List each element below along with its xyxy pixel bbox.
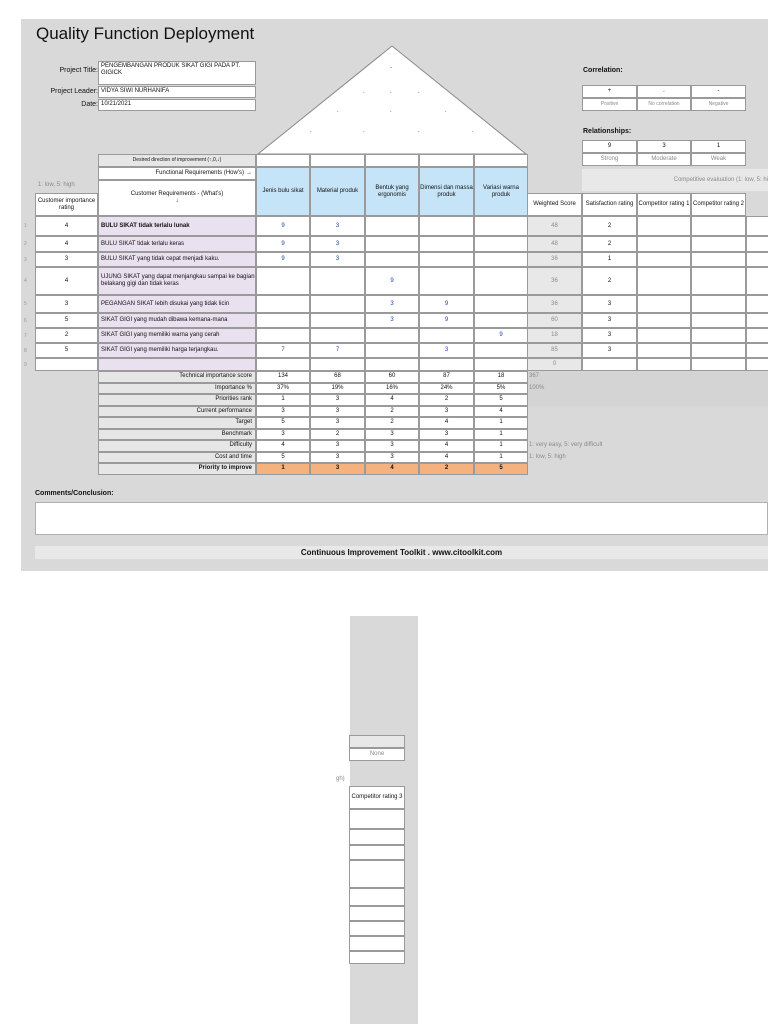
- comments-label: Comments/Conclusion:: [35, 490, 114, 497]
- assessment-row-label: Target: [98, 417, 256, 429]
- functional-requirements-label: [98, 167, 256, 180]
- assessment-cell[interactable]: 5: [256, 417, 310, 429]
- assessment-extra: 367: [529, 373, 540, 379]
- assessment-cell[interactable]: 2: [365, 406, 419, 418]
- satisfaction-cell[interactable]: [582, 358, 637, 371]
- relationship-cell[interactable]: 3: [310, 252, 365, 267]
- satisfaction-cell[interactable]: 3: [582, 313, 637, 328]
- roof-correlation-mark[interactable]: .: [363, 128, 365, 134]
- relationship-cell[interactable]: [419, 328, 474, 343]
- competitor-3-cell-partial[interactable]: [746, 295, 768, 313]
- relationship-cell[interactable]: [365, 236, 419, 252]
- scale-note-tail: gh): [336, 776, 345, 782]
- relationship-cell[interactable]: 9: [365, 267, 419, 295]
- relationship-cell[interactable]: 9: [256, 252, 310, 267]
- relationship-cell[interactable]: [474, 252, 528, 267]
- row-number: 7: [24, 332, 27, 339]
- assessment-cell[interactable]: 60: [365, 371, 419, 383]
- assessment-cell[interactable]: 3: [365, 440, 419, 452]
- competitive-header: Competitor rating 2: [691, 193, 746, 216]
- footer-credit: Continuous Improvement Toolkit . www.citoolkit.com: [35, 546, 768, 559]
- assessment-cell[interactable]: 37%: [256, 383, 310, 395]
- how-header: Dimensi dan massa produk: [419, 167, 474, 216]
- competitor-1-cell[interactable]: [637, 252, 691, 267]
- weighted-score-cell: 36: [527, 252, 582, 267]
- assessment-cell[interactable]: 3: [310, 440, 365, 452]
- customer-requirement-cell[interactable]: [98, 358, 256, 371]
- row-number: 1: [24, 223, 27, 229]
- row-number: 6: [24, 317, 27, 324]
- assessment-row-label: Cost and time: [98, 452, 256, 464]
- importance-cell[interactable]: 2: [35, 328, 98, 343]
- assessment-row-label: Technical importance score: [98, 371, 256, 383]
- how-header: Variasi warna produk: [474, 167, 528, 216]
- row-number: 2: [24, 241, 27, 247]
- customer-requirements-label: [98, 180, 256, 216]
- customer-requirement-cell[interactable]: PEGANGAN SIKAT lebih disukai yang tidak licin: [98, 295, 256, 313]
- customer-requirement-cell[interactable]: BULU SIKAT tidak terlalu lunak: [98, 216, 256, 236]
- importance-cell[interactable]: 4: [35, 236, 98, 252]
- correlation-symbol: -: [691, 85, 746, 98]
- competitor-3-cell[interactable]: [349, 936, 405, 951]
- direction-cell[interactable]: [256, 154, 310, 167]
- weighted-score-header: Weighted Score: [527, 193, 582, 216]
- roof-correlation-mark[interactable]: .: [363, 89, 365, 95]
- customer-requirement-cell[interactable]: UJUNG SIKAT yang dapat menjangkau sampai ke bagian belakang gigi dan tidak keras: [98, 267, 256, 295]
- relationship-cell[interactable]: [365, 343, 419, 358]
- satisfaction-cell[interactable]: 3: [582, 295, 637, 313]
- relationship-cell[interactable]: 3: [365, 295, 419, 313]
- assessment-cell[interactable]: 5: [474, 394, 528, 406]
- satisfaction-cell[interactable]: 3: [582, 343, 637, 358]
- assessment-row-label: Priorities rank: [98, 394, 256, 406]
- relationship-label: Moderate: [637, 153, 691, 166]
- competitor-1-cell[interactable]: [637, 358, 691, 371]
- assessment-cell[interactable]: 1: [474, 429, 528, 441]
- correlation-none-label: None: [349, 748, 405, 761]
- assessment-extra: 1: low, 5: high: [529, 453, 566, 460]
- competitor-1-cell[interactable]: [637, 343, 691, 358]
- competitor-3-cell-partial[interactable]: [746, 216, 768, 236]
- correlation-symbol-label: Negative: [691, 98, 746, 111]
- assessment-cell[interactable]: 1: [256, 463, 310, 475]
- competitor-2-cell[interactable]: [691, 343, 746, 358]
- relationship-cell[interactable]: 9: [419, 295, 474, 313]
- competitor-2-cell[interactable]: [691, 252, 746, 267]
- relationship-cell[interactable]: 9: [419, 313, 474, 328]
- assessment-cell[interactable]: 134: [256, 371, 310, 383]
- competitor-2-cell[interactable]: [691, 313, 746, 328]
- weighted-score-cell: 48: [527, 236, 582, 252]
- customer-requirement-cell[interactable]: SIKAT GIGI yang memiliki warna yang cerah: [98, 328, 256, 343]
- weighted-score-cell: 0: [527, 358, 582, 371]
- project-title-label: Project Title:: [59, 67, 98, 74]
- competitor-1-cell[interactable]: [637, 328, 691, 343]
- competitor-2-cell[interactable]: [691, 267, 746, 295]
- project-title-field[interactable]: PENGEMBANGAN PRODUK SIKAT GIGI PADA PT. GIGICK: [98, 61, 256, 85]
- assessment-extra: 1: very easy, 5: very difficult: [529, 442, 603, 448]
- competitive-header: Competitor rating 1: [637, 193, 691, 216]
- date-label: Date:: [81, 101, 98, 108]
- assessment-cell[interactable]: 3: [310, 463, 365, 475]
- competitor-1-cell[interactable]: [637, 236, 691, 252]
- relationship-cell[interactable]: [474, 313, 528, 328]
- row-number: 8: [24, 347, 27, 354]
- relationship-cell[interactable]: [256, 328, 310, 343]
- relationship-cell[interactable]: [474, 358, 528, 371]
- importance-cell[interactable]: 4: [35, 267, 98, 295]
- importance-cell[interactable]: 4: [35, 216, 98, 236]
- how-header: Bentuk yang ergonomis: [365, 167, 419, 216]
- relationship-cell[interactable]: [474, 295, 528, 313]
- competitive-evaluation-label: Competitive evaluation (1: low, 5: hi: [582, 169, 768, 191]
- relationship-cell[interactable]: [310, 313, 365, 328]
- assessment-row-label: Importance %: [98, 383, 256, 395]
- relationship-cell[interactable]: [256, 313, 310, 328]
- weighted-score-cell: 36: [527, 295, 582, 313]
- competitor-3-cell[interactable]: [349, 845, 405, 860]
- assessment-cell[interactable]: 4: [419, 417, 474, 429]
- relationship-cell[interactable]: [419, 252, 474, 267]
- relationship-cell[interactable]: [365, 358, 419, 371]
- assessment-row-label: Difficulty: [98, 440, 256, 452]
- page-title: Quality Function Deployment: [36, 24, 255, 43]
- competitor-2-cell[interactable]: [691, 358, 746, 371]
- assessment-cell[interactable]: 5%: [474, 383, 528, 395]
- project-leader-label: Project Leader:: [50, 88, 98, 95]
- assessment-cell[interactable]: 1: [474, 452, 528, 464]
- assessment-cell[interactable]: 3: [310, 406, 365, 418]
- roof-correlation-mark[interactable]: .: [310, 128, 312, 134]
- weighted-score-cell: 85: [527, 343, 582, 358]
- correlation-heading: Correlation:: [583, 67, 623, 74]
- row-number: 4: [24, 278, 27, 284]
- assessment-extra: 100%: [529, 384, 545, 391]
- satisfaction-cell[interactable]: 2: [582, 267, 637, 295]
- assessment-cell[interactable]: 3: [365, 452, 419, 464]
- importance-cell[interactable]: [35, 358, 98, 371]
- assessment-cell[interactable]: 19%: [310, 383, 365, 395]
- relationship-cell[interactable]: 3: [365, 313, 419, 328]
- assessment-cell[interactable]: 68: [310, 371, 365, 383]
- direction-cell[interactable]: [310, 154, 365, 167]
- assessment-cell[interactable]: 4: [365, 394, 419, 406]
- relationship-cell[interactable]: 9: [474, 328, 528, 343]
- competitor-3-cell-partial[interactable]: [746, 252, 768, 267]
- assessment-cell[interactable]: 16%: [365, 383, 419, 395]
- relationship-cell[interactable]: [474, 267, 528, 295]
- assessment-cell[interactable]: 24%: [419, 383, 474, 395]
- relationship-label: Strong: [582, 153, 637, 166]
- relationship-cell[interactable]: [310, 328, 365, 343]
- direction-cell[interactable]: [365, 154, 419, 167]
- competitor-3-cell[interactable]: [349, 951, 405, 964]
- project-leader-field[interactable]: VIDYA SIWI NURHANIFA: [98, 86, 256, 98]
- relationship-cell[interactable]: [365, 328, 419, 343]
- how-header: Jenis bulu sikat: [256, 167, 310, 216]
- weighted-score-cell: 18: [527, 328, 582, 343]
- correlation-symbol: .: [637, 85, 691, 98]
- weighted-score-cell: 60: [527, 313, 582, 328]
- assessment-cell[interactable]: 3: [310, 394, 365, 406]
- assessment-cell[interactable]: 2: [419, 463, 474, 475]
- assessment-cell[interactable]: 4: [365, 463, 419, 475]
- row-number: 3: [24, 256, 27, 263]
- how-header: Material produk: [310, 167, 365, 216]
- competitor-3-cell-partial[interactable]: [746, 358, 768, 371]
- assessment-cell[interactable]: 5: [256, 452, 310, 464]
- assessment-cell[interactable]: 2: [365, 417, 419, 429]
- assessment-cell[interactable]: 2: [310, 429, 365, 441]
- competitor-3-cell[interactable]: [349, 860, 405, 888]
- assessment-cell[interactable]: 1: [474, 440, 528, 452]
- roof-correlation-mark[interactable]: .: [390, 108, 392, 114]
- relationship-cell[interactable]: 3: [310, 236, 365, 252]
- relationship-value: 1: [691, 140, 746, 153]
- assessment-cell[interactable]: 4: [256, 440, 310, 452]
- competitor-rating-3-header: Competitor rating 3: [349, 786, 405, 809]
- assessment-cell[interactable]: 3: [310, 417, 365, 429]
- relationship-cell[interactable]: [310, 295, 365, 313]
- assessment-cell[interactable]: 3: [256, 406, 310, 418]
- row-number: 5: [24, 301, 27, 307]
- roof-correlation-mark[interactable]: .: [445, 108, 447, 114]
- relationship-cell[interactable]: 9: [256, 216, 310, 236]
- relationship-cell[interactable]: [365, 252, 419, 267]
- satisfaction-cell[interactable]: 1: [582, 252, 637, 267]
- assessment-cell[interactable]: 3: [419, 429, 474, 441]
- assessment-cell[interactable]: 18: [474, 371, 528, 383]
- assessment-cell[interactable]: 4: [419, 440, 474, 452]
- arrow-right-icon: →: [246, 170, 252, 176]
- competitor-2-cell[interactable]: [691, 236, 746, 252]
- relationship-cell[interactable]: 7: [256, 343, 310, 358]
- assessment-cell[interactable]: 3: [310, 452, 365, 464]
- direction-cell[interactable]: [419, 154, 474, 167]
- roof-correlation-mark[interactable]: .: [337, 108, 339, 114]
- roof-correlation-mark[interactable]: -: [390, 65, 392, 71]
- relationship-cell[interactable]: [474, 343, 528, 358]
- relationship-cell[interactable]: [419, 236, 474, 252]
- functional-requirements-text: Functional Requirements (How's): [155, 170, 244, 176]
- customer-importance-header: Customer importance rating: [35, 193, 98, 216]
- competitor-2-cell[interactable]: [691, 295, 746, 313]
- competitor-1-cell[interactable]: [637, 267, 691, 295]
- competitor-3-cell[interactable]: [349, 809, 405, 829]
- weighted-score-cell: 36: [527, 267, 582, 295]
- roof-correlation-mark[interactable]: .: [390, 89, 392, 95]
- assessment-row-label: Current performance: [98, 406, 256, 418]
- competitor-3-cell-partial[interactable]: [746, 313, 768, 328]
- assessment-cell[interactable]: 4: [474, 406, 528, 418]
- assessment-cell[interactable]: 3: [419, 406, 474, 418]
- relationship-cell[interactable]: [365, 216, 419, 236]
- competitor-2-cell[interactable]: [691, 328, 746, 343]
- assessment-row-label: Benchmark: [98, 429, 256, 441]
- relationship-cell[interactable]: 7: [310, 343, 365, 358]
- importance-cell[interactable]: 3: [35, 295, 98, 313]
- competitor-3-cell[interactable]: [349, 906, 405, 921]
- competitor-3-cell-partial[interactable]: [746, 328, 768, 343]
- relationship-cell[interactable]: 9: [256, 236, 310, 252]
- roof-correlation-mark[interactable]: .: [418, 128, 420, 134]
- desired-direction-label: Desired direction of improvement (↑,0,↓): [98, 154, 256, 167]
- relationship-cell[interactable]: [419, 267, 474, 295]
- relationship-value: 9: [582, 140, 637, 153]
- satisfaction-cell[interactable]: 2: [582, 216, 637, 236]
- relationship-cell[interactable]: [474, 236, 528, 252]
- customer-requirement-cell[interactable]: SIKAT GIGI yang mudah dibawa kemana-mana: [98, 313, 256, 328]
- relationships-heading: Relationships:: [583, 128, 632, 135]
- competitor-3-cell-partial[interactable]: [746, 267, 768, 295]
- assessment-cell[interactable]: 87: [419, 371, 474, 383]
- assessment-cell[interactable]: 3: [256, 429, 310, 441]
- satisfaction-cell[interactable]: 3: [582, 328, 637, 343]
- relationship-cell[interactable]: [256, 295, 310, 313]
- correlation-symbol-label: Positive: [582, 98, 637, 111]
- row-number: 9: [24, 361, 27, 368]
- competitor-3-cell-partial[interactable]: [746, 236, 768, 252]
- relationship-cell[interactable]: [419, 216, 474, 236]
- overflow-blank-cell: [349, 735, 405, 748]
- competitor-1-cell[interactable]: [637, 295, 691, 313]
- assessment-cell[interactable]: 2: [419, 394, 474, 406]
- relationship-cell[interactable]: [256, 267, 310, 295]
- assessment-cell[interactable]: 1: [474, 417, 528, 429]
- importance-scale-note: 1: low, 5: high: [38, 182, 75, 188]
- relationship-cell[interactable]: 3: [419, 343, 474, 358]
- competitor-3-cell[interactable]: [349, 921, 405, 936]
- comments-field[interactable]: [35, 502, 768, 535]
- importance-cell[interactable]: 5: [35, 313, 98, 328]
- assessment-cell[interactable]: 1: [256, 394, 310, 406]
- score-summary-band: [527, 371, 768, 406]
- importance-cell[interactable]: 5: [35, 343, 98, 358]
- competitor-1-cell[interactable]: [637, 313, 691, 328]
- direction-cell[interactable]: [474, 154, 528, 167]
- correlation-roof: [256, 44, 528, 156]
- competitor-3-cell[interactable]: [349, 888, 405, 906]
- relationship-cell[interactable]: 3: [310, 216, 365, 236]
- assessment-cell[interactable]: 3: [365, 429, 419, 441]
- competitor-2-cell[interactable]: [691, 216, 746, 236]
- correlation-symbol: +: [582, 85, 637, 98]
- weighted-score-cell: 48: [527, 216, 582, 236]
- competitive-header: Satisfaction rating: [582, 193, 637, 216]
- competitor-3-cell[interactable]: [349, 829, 405, 845]
- customer-requirement-cell[interactable]: BULU SIKAT yang tidak cepat menjadi kaku.: [98, 252, 256, 267]
- relationship-label: Weak: [691, 153, 746, 166]
- customer-requirement-cell[interactable]: SIKAT GIGI yang memiliki harga terjangkau.: [98, 343, 256, 358]
- relationship-value: 3: [637, 140, 691, 153]
- correlation-symbol-label: No correlation: [637, 98, 691, 111]
- assessment-cell[interactable]: 4: [419, 452, 474, 464]
- arrow-down-icon: ↓: [175, 198, 179, 204]
- roof-correlation-mark[interactable]: .: [472, 128, 474, 134]
- assessment-cell[interactable]: 5: [474, 463, 528, 475]
- satisfaction-cell[interactable]: 2: [582, 236, 637, 252]
- importance-cell[interactable]: 3: [35, 252, 98, 267]
- competitor-1-cell[interactable]: [637, 216, 691, 236]
- assessment-row-label: Priority to improve: [98, 463, 256, 475]
- roof-correlation-mark[interactable]: .: [418, 89, 420, 95]
- relationship-cell[interactable]: [310, 358, 365, 371]
- relationship-cell[interactable]: [310, 267, 365, 295]
- date-field[interactable]: 10/21/2021: [98, 99, 256, 111]
- relationship-cell[interactable]: [474, 216, 528, 236]
- relationship-cell[interactable]: [256, 358, 310, 371]
- relationship-cell[interactable]: [419, 358, 474, 371]
- competitor-3-cell-partial[interactable]: [746, 343, 768, 358]
- customer-requirement-cell[interactable]: BULU SIKAT tidak terlalu keras: [98, 236, 256, 252]
- customer-requirements-text: Customer Requirements - (What's): [130, 191, 224, 197]
